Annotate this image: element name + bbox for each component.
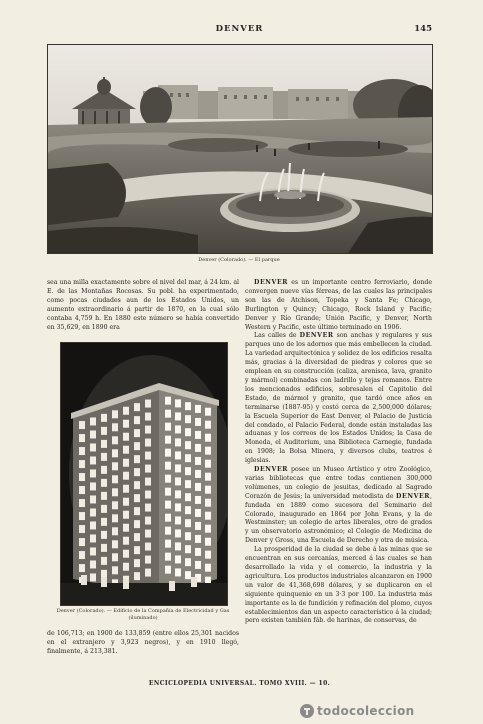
building-window [185,545,191,553]
building-window [79,564,85,572]
building-window [175,477,181,485]
building-window [165,566,171,574]
building-window [195,522,201,530]
building-window [90,495,96,503]
building-window [101,440,107,448]
building-window [134,546,140,554]
building-window [79,421,85,429]
left-column-top [47,279,239,332]
building-window [79,434,85,442]
building-window [101,544,107,552]
building-window [90,430,96,438]
building-window [101,453,107,461]
keyword-denver: DENVER [254,279,288,286]
building-window [205,538,211,546]
paragraph: de 106,713; en 1900 de 133,859 (entre ellos 25,301 nacidos en el extranjero y 3,923 negros), y en 1910 llegó, finalmente, á 213,381. [47,630,239,655]
building-window [165,423,171,431]
building-window [90,417,96,425]
building-window [205,512,211,520]
building-window [205,551,211,559]
building-window [90,482,96,490]
page-header [47,24,432,38]
building-window [185,506,191,514]
building-window [112,514,118,522]
building-window [90,443,96,451]
building-window [175,399,181,407]
building-window [112,540,118,548]
building-window [185,428,191,436]
building-window [112,423,118,431]
building-window [79,499,85,507]
building-window [205,460,211,468]
building-window [185,467,191,475]
building-window [79,460,85,468]
building-window [185,480,191,488]
building-window [205,499,211,507]
building-window [175,529,181,537]
watermark [299,703,479,721]
building-window [90,534,96,542]
keyword-denver: DENVER [299,332,334,340]
building-window [165,540,171,548]
building-window [112,410,118,418]
building-window [145,491,151,499]
building-window [101,518,107,526]
building-window [185,532,191,540]
building-window [90,547,96,555]
building-window [195,470,201,478]
building-window [134,416,140,424]
building-window [134,455,140,463]
building-window [165,475,171,483]
building-window [79,447,85,455]
building-window [90,469,96,477]
building-window [134,572,140,580]
paragraph-streets: Las calles de DENVER son anchas y regulares y sus parques uno de los adornos que más embellecen la ciudad. La variedad arquitectónica y solidez de los edificios resalta más, gracias á la diversidad de piedras y colores que se emplean en su construcción (caliza, arenisca, lava, granito y mármol) combinadas con ladrillo y tejas romanos. Entre los mencionados edificios, sobresalen el Capitolio del Estado, de mármol y granito, que tardó once años en terminarse (1887-95) y costó cerca de 2,500,000 dólares; la Escuela Superior de East Denver, el Palacio de Justicia del condado, el Palacio Federal, donde están instaladas las aduanas y los correos de los Estados Unidos; la Casa de Moneda, el Auditorium, una Biblioteca Carnegie, fundada en 1908; la Bolsa Minera, y diversos clubs, teatros é iglesias. [245,332,432,465]
building-window [123,459,129,467]
park-photo-caption: Denver (Colorado). — El parque [198,257,280,263]
building-window [134,468,140,476]
building-window [123,446,129,454]
building-window [90,456,96,464]
building-window [205,421,211,429]
building-window [205,434,211,442]
watermark-text: todocoleccion [317,704,415,718]
building-window [175,451,181,459]
building-window [123,485,129,493]
building-window [134,442,140,450]
building-window [112,566,118,574]
building-window [175,555,181,563]
building-window [123,563,129,571]
building-window [195,457,201,465]
building-window [175,503,181,511]
building-window [101,427,107,435]
building-window [145,452,151,460]
building-window [175,542,181,550]
building-window [101,570,107,578]
building-window [112,527,118,535]
building-window [101,414,107,422]
building-window [145,569,151,577]
paragraph-prosperity: La prosperidad de la ciudad se debe á las minas que se encuentran en sus cercanías, merced á las cuales se han desarrollado la vida y el comercio, la industria y la agricultura. Los productos industriales alcanzaron en 1900 un valor de 41,368,698 dólares, y se duplicaron en el siguiente quinquenio en un 3·3 por 100. La industria más importante es la de fundición y refinación del plomo, cuyos establecimientos dan un aspecto característico á la ciudad; pero existen también fáb. de harinas, de conservas, de [245,546,432,625]
page-footer: ENCICLOPEDIA UNIVERSAL. TOMO XVIII. — 10. [148,680,331,687]
building-window [79,512,85,520]
building-window [134,429,140,437]
building-window [175,425,181,433]
building-window [123,407,129,415]
building-window [185,402,191,410]
building-window [185,415,191,423]
building-window [101,531,107,539]
building-window [165,449,171,457]
building-window [165,436,171,444]
building-window [175,464,181,472]
building-window [205,408,211,416]
building-window [195,548,201,556]
paragraph-institutions: DENVER posee un Museo Artístico y otro Zoológico, varias bibliotecas que entre todas contienen 300,000 volúmenes, un colegio de jesuitas, dedicado al Sagrado Corazón de Jesús; la universidad metodista de DENVER, fundada en 1889 como sucesora del Seminario del Colorado, inaugurado en 1864 por John Evans, y la de Westminster; un colegio de artes liberales, otro de grados y un observatorio astronómico; el Colegio de Medicina de Denver y Gross, una Escuela de Derecho y otra de música. [245,466,432,545]
building-window [134,403,140,411]
building-window [185,493,191,501]
paragraph: sea una milla exactamente sobre el nivel del mar, á 24 km. al E. de las Montañas Rocosas. Su pobl. ha experimentado, como pocas ciudades aun de los Estados Unidos, un aumento extraordinario á partir de 1870, en la cual sólo contaba 4,759 h. En 1880 este número se había convertido en 35,629, en 1890 era [47,279,239,331]
building-window [112,553,118,561]
building-window [79,473,85,481]
building-window [145,517,151,525]
building-window [123,420,129,428]
building-window [79,538,85,546]
building-window [123,472,129,480]
building-window [195,561,201,569]
building-window [165,410,171,418]
building-window [185,519,191,527]
building-window [205,447,211,455]
building-window [165,527,171,535]
building-window [123,498,129,506]
building-window [195,496,201,504]
building-window [123,550,129,558]
keyword-denver: DENVER [396,492,431,500]
building-window [123,511,129,519]
page-number: 145 [414,24,432,34]
building-window [101,479,107,487]
building-window [165,462,171,470]
building-window [134,559,140,567]
building-window [112,462,118,470]
building-window [185,571,191,579]
building-window [134,520,140,528]
building-window [90,560,96,568]
building-photo [60,342,228,606]
building-window [101,466,107,474]
building-window [145,556,151,564]
building-window [134,494,140,502]
building-window [90,521,96,529]
building-window [145,543,151,551]
running-title: DENVER [215,24,264,34]
building-window [134,507,140,515]
building-window [195,431,201,439]
building-window [79,486,85,494]
building-window [90,573,96,581]
left-column-bottom [47,630,239,657]
building-window [145,439,151,447]
building-window [195,418,201,426]
building-window [145,413,151,421]
building-window [112,501,118,509]
right-column [245,279,432,626]
building-window [205,525,211,533]
building-window [195,535,201,543]
paragraph-railways: DENVER es un importante centro ferroviario, donde convergen nueve vías férreas, de las cuales las principales son las de Atchison, Topeka y Santa Fe; Chicago, Burlington y Quincy; Chicago, Rock Island y Pacific; Denver y Río Grande; Unión Pacific, y Denver, North Western y Pacific, este último terminado en 1906. [245,279,432,331]
watermark-logo-icon [299,703,315,719]
building-window [165,514,171,522]
building-window [101,492,107,500]
building-window [134,533,140,541]
building-window [165,397,171,405]
building-window [145,530,151,538]
building-window [175,412,181,420]
building-window [112,488,118,496]
building-window [145,465,151,473]
building-window [175,568,181,576]
building-window [79,551,85,559]
building-window [90,508,96,516]
building-window [185,558,191,566]
building-window [205,564,211,572]
keyword-denver: DENVER [254,466,288,474]
building-window [195,483,201,491]
building-window [205,486,211,494]
building-window [123,524,129,532]
building-window [185,441,191,449]
building-window [112,475,118,483]
building-window [185,454,191,462]
building-window [145,426,151,434]
building-window [165,501,171,509]
building-window [165,553,171,561]
building-window [165,488,171,496]
building-photo-caption: Denver (Colorado). — Edificio de la Compañía de Electricidad y Gas (iluminado) [56,608,230,621]
building-window [123,433,129,441]
building-window [112,449,118,457]
building-window [112,436,118,444]
building-window [123,537,129,545]
building-window [175,438,181,446]
building-window [195,444,201,452]
building-window [205,473,211,481]
building-window [175,490,181,498]
building-window [134,481,140,489]
building-window [145,478,151,486]
building-window [145,400,151,408]
building-window [101,557,107,565]
building-window [145,504,151,512]
park-photo [47,44,433,254]
building-window [175,516,181,524]
building-window [79,525,85,533]
building-window [195,509,201,517]
building-window [195,405,201,413]
building-window [101,505,107,513]
